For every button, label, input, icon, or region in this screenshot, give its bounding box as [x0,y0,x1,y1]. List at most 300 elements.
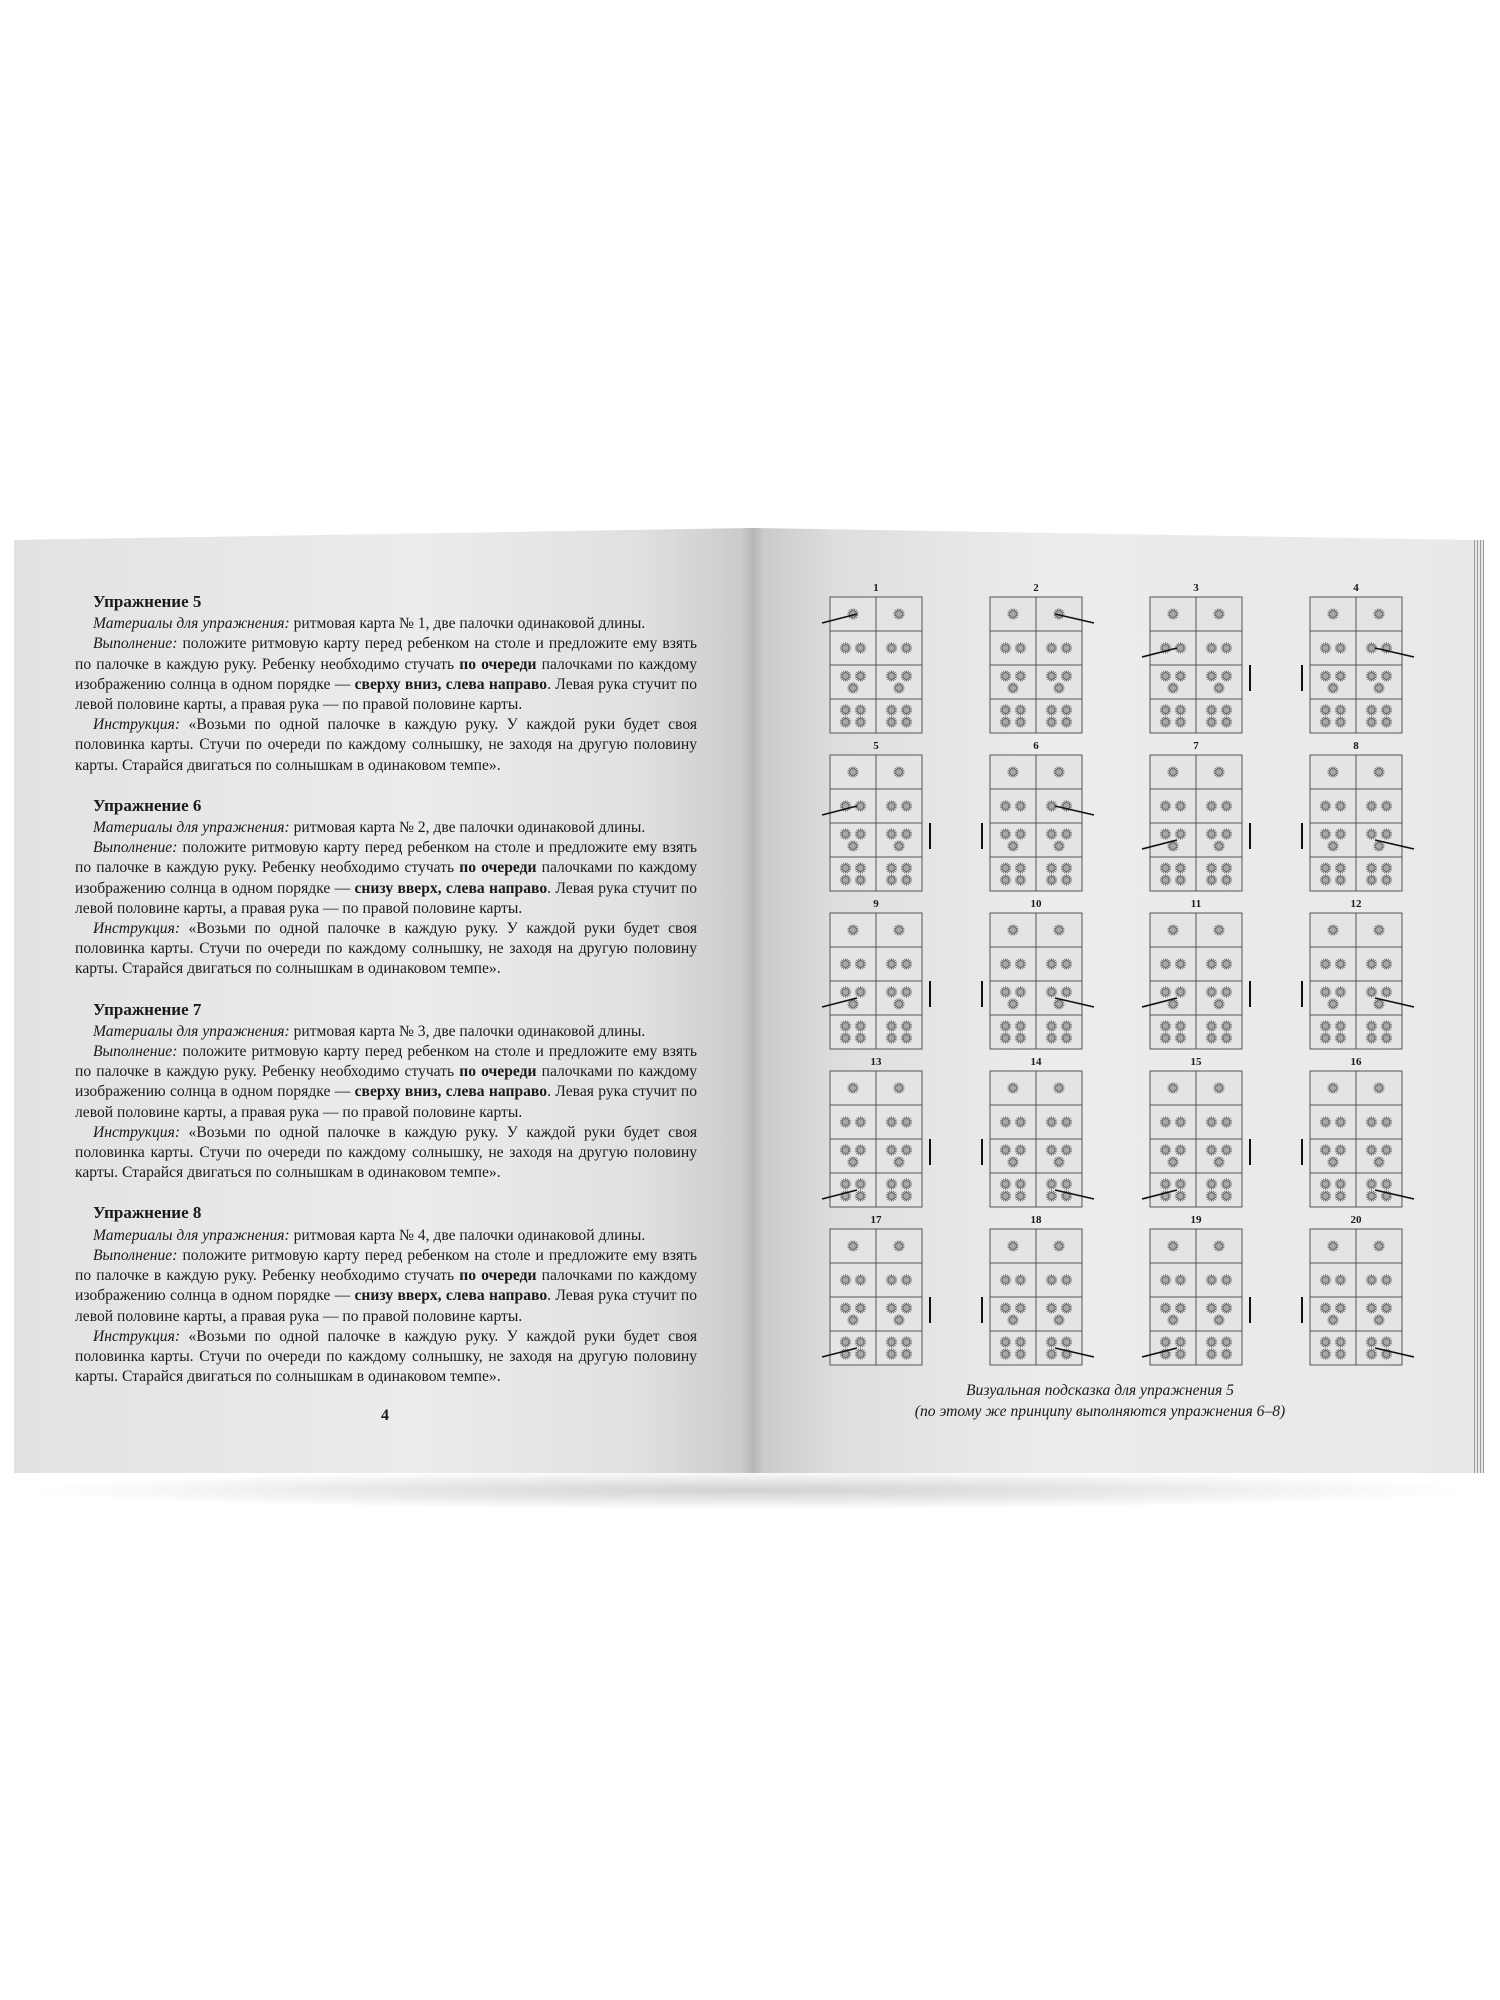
sun-icon [1335,1190,1346,1201]
sun-icon [1221,1178,1232,1189]
execution-label: Выполнение: [93,1043,178,1061]
sun-icon [1221,642,1232,653]
sun-icon [1381,958,1392,969]
rhythm-card [1302,1214,1414,1365]
sun-icon [901,1144,912,1155]
execution-bold: по очереди [459,655,537,673]
step-number: 2 [1033,582,1039,594]
materials-label: Материалы для упражнения: [93,615,290,633]
sun-icon [840,958,851,969]
sun-icon [1061,704,1072,715]
sun-icon [1160,828,1171,839]
sun-icon [1221,1302,1232,1313]
sun-icon [1000,1116,1011,1127]
sun-icon [1366,862,1377,873]
sun-icon [1000,986,1011,997]
execution-text: палочками по каждому изображению солнца в одном порядке — [75,859,697,897]
sun-icon [1061,1302,1072,1313]
exercise-title: Упражнение 7 [93,999,202,1019]
sun-icon [1206,1336,1217,1347]
step-number: 13 [870,1056,882,1068]
sun-icon [1015,958,1026,969]
sun-icon [886,1144,897,1155]
sun-icon [1366,1144,1377,1155]
sun-icon [1175,1116,1186,1127]
sun-icon [1206,1020,1217,1031]
sun-icon [855,716,866,727]
sun-icon [1061,642,1072,653]
execution-text: палочками по каждому изображению солнца в одном порядке — [75,1267,697,1305]
execution-bold: по очереди [459,859,537,877]
exercise-block [75,1000,697,1184]
sun-icon [1320,800,1331,811]
sun-icon [1015,874,1026,885]
rhythm-card [1142,898,1250,1049]
sun-icon [1175,1336,1186,1347]
sun-icon [1160,1336,1171,1347]
sun-icon [1167,682,1178,693]
sun-icon [1015,1144,1026,1155]
execution-text: . Левая рука стучит по левой половине карты, а правая рука — по правой половине карты. [75,1287,698,1325]
sun-icon [1175,1302,1186,1313]
sun-icon [1381,986,1392,997]
sun-icon [1366,1020,1377,1031]
sun-icon [1373,682,1384,693]
sun-icon [1320,1274,1331,1285]
sun-icon [1335,1032,1346,1043]
sun-icon [1320,828,1331,839]
sun-icon [1160,1032,1171,1043]
sun-icon [1327,1240,1338,1251]
sun-icon [1000,1032,1011,1043]
sun-icon [1175,958,1186,969]
sun-icon [1000,670,1011,681]
step-number: 4 [1353,582,1359,594]
execution-text: . Левая рука стучит по левой половине карты, а правая рука — по правой половине карты. [75,879,698,917]
exercise-title: Упражнение 8 [93,1203,202,1223]
sun-icon [1175,862,1186,873]
sun-icon [1015,1302,1026,1313]
sun-icon [840,1116,851,1127]
sun-icon [886,670,897,681]
sun-icon [1160,874,1171,885]
sun-icon [1061,716,1072,727]
sun-icon [1175,670,1186,681]
sun-icon [1061,874,1072,885]
rhythm-card [1142,740,1250,891]
sun-icon [1000,874,1011,885]
sun-icon [1046,704,1057,715]
step-number: 5 [873,740,879,752]
sun-icon [840,642,851,653]
sun-icon [1046,1190,1057,1201]
sun-icon [1175,800,1186,811]
execution-bold: снизу вверх, слева направо [354,879,548,897]
sun-icon [1175,1020,1186,1031]
rhythm-card [982,1214,1094,1365]
sun-icon [1221,1274,1232,1285]
sun-icon [1327,682,1338,693]
sun-icon [855,1116,866,1127]
sun-icon [840,1178,851,1189]
execution-paragraph [75,838,697,919]
sun-icon [1320,1020,1331,1031]
sun-icon [1221,986,1232,997]
execution-paragraph [75,634,697,715]
sun-icon [1366,1336,1377,1347]
sun-icon [1206,704,1217,715]
sun-icon [1320,958,1331,969]
sun-icon [1366,1190,1377,1201]
sun-icon [840,670,851,681]
sun-icon [1381,1336,1392,1347]
sun-icon [1366,1032,1377,1043]
step-number: 8 [1353,740,1359,752]
sun-icon [1053,924,1064,935]
materials-label: Материалы для упражнения: [93,1226,290,1244]
sun-icon [1046,1116,1057,1127]
sun-icon [1000,1178,1011,1189]
sun-icon [1015,1274,1026,1285]
caption-line: (по этому же принципу выполняются упражнения 6–8) [914,1403,1286,1420]
sun-icon [1335,862,1346,873]
sun-icon [1061,1144,1072,1155]
sun-icon [1335,874,1346,885]
sun-icon [855,1274,866,1285]
sun-icon [1381,704,1392,715]
sun-icon [1175,1348,1186,1359]
rhythm-card [1302,740,1414,891]
execution-text: положите ритмовую карту перед ребенком на столе и предложите ему взять по палочке в каждую руку. Ребенку необходимо стучать [75,839,697,877]
sun-icon [1221,1020,1232,1031]
sun-icon [1206,1274,1217,1285]
sun-icon [1046,1144,1057,1155]
sun-icon [1000,958,1011,969]
sun-icon [893,924,904,935]
sun-icon [1000,1190,1011,1201]
sun-icon [855,862,866,873]
sun-icon [1381,1032,1392,1043]
sun-icon [1007,840,1018,851]
sun-icon [1213,924,1224,935]
instruction-paragraph [75,715,697,776]
sun-icon [1046,1020,1057,1031]
sun-icon [1373,1240,1384,1251]
sun-icon [1335,986,1346,997]
sun-icon [1366,1274,1377,1285]
sun-icon [1007,1240,1018,1251]
sun-icon [1206,874,1217,885]
sun-icon [1221,1348,1232,1359]
materials-label: Материалы для упражнения: [93,819,290,837]
sun-icon [1206,1348,1217,1359]
sun-icon [1015,642,1026,653]
instruction-text: «Возьми по одной палочке в каждую руку. У каждой руки будет своя половинка карты. Стучи по очереди по каждому солнышку, не заходя на другую половину карты. Старайся двигаться по солнышкам в одинаковом темпе». [75,716,697,774]
sun-icon [893,766,904,777]
execution-bold: сверху вниз, слева направо [354,1083,548,1101]
sun-icon [893,1156,904,1167]
sun-icon [893,998,904,1009]
sun-icon [840,704,851,715]
sun-icon [1160,716,1171,727]
sun-icon [1175,1274,1186,1285]
sun-icon [1160,1020,1171,1031]
sun-icon [1320,1178,1331,1189]
sun-icon [1053,1240,1064,1251]
sun-icon [1000,1348,1011,1359]
sun-icon [1175,704,1186,715]
step-number: 11 [1190,898,1202,910]
sun-icon [1320,716,1331,727]
sun-icon [1366,828,1377,839]
sun-icon [1366,670,1377,681]
sun-icon [1335,1144,1346,1155]
sun-icon [1053,1314,1064,1325]
instruction-text: «Возьми по одной палочке в каждую руку. У каждой руки будет своя половинка карты. Стучи по очереди по каждому солнышку, не заходя на другую половину карты. Старайся двигаться по солнышкам в одинаковом темпе». [75,1327,697,1386]
sun-icon [1007,682,1018,693]
sun-icon [1206,862,1217,873]
sun-icon [1160,1144,1171,1155]
sun-icon [901,1274,912,1285]
sun-icon [1327,1314,1338,1325]
sun-icon [1366,704,1377,715]
sun-icon [886,704,897,715]
sun-icon [1320,986,1331,997]
sun-icon [1053,766,1064,777]
materials-text: ритмовая карта № 1, две палочки одинаковой длины. [289,615,646,633]
sun-icon [1381,1178,1392,1189]
sun-icon [855,704,866,715]
step-number: 12 [1350,898,1362,910]
sun-icon [1061,1032,1072,1043]
sun-icon [1160,1116,1171,1127]
sun-icon [1320,1144,1331,1155]
sun-icon [1167,1156,1178,1167]
sun-icon [847,840,858,851]
sun-icon [1167,1314,1178,1325]
sun-icon [1160,862,1171,873]
sun-icon [1046,1032,1057,1043]
book-shadow [20,1470,1480,1510]
sun-icon [1335,1020,1346,1031]
sun-icon [1221,874,1232,885]
sun-icon [855,1144,866,1155]
materials-paragraph [75,614,697,634]
sun-icon [1335,670,1346,681]
sun-icon [1046,1274,1057,1285]
sun-icon [840,986,851,997]
sun-icon [1221,862,1232,873]
sun-icon [1206,1116,1217,1127]
rhythm-card [990,582,1094,733]
sun-icon [1327,608,1338,619]
sun-icon [840,828,851,839]
sun-icon [1366,1116,1377,1127]
rhythm-card [822,898,930,1049]
execution-paragraph [75,1042,697,1123]
step-number: 6 [1033,740,1039,752]
sun-icon [1007,1156,1018,1167]
sun-icon [1327,766,1338,777]
sun-icon [1366,1178,1377,1189]
sun-icon [1046,670,1057,681]
sun-icon [1221,670,1232,681]
sun-icon [1381,862,1392,873]
sun-icon [886,1274,897,1285]
sun-icon [1221,1032,1232,1043]
sun-icon [1381,716,1392,727]
sun-icon [855,1348,866,1359]
book-gutter [742,528,764,1473]
sun-icon [1213,840,1224,851]
sun-icon [1015,670,1026,681]
sun-icon [901,1020,912,1031]
sun-icon [886,958,897,969]
sun-icon [840,1274,851,1285]
sun-icon [1213,1082,1224,1093]
sun-icon [1206,958,1217,969]
rhythm-card [1302,582,1414,733]
sun-icon [1015,1348,1026,1359]
sun-icon [1373,766,1384,777]
sun-icon [847,924,858,935]
instruction-label: Инструкция: [93,920,181,938]
sun-icon [1061,958,1072,969]
sun-icon [1015,1032,1026,1043]
sun-icon [840,862,851,873]
sun-icon [1320,1302,1331,1313]
exercise-block [75,592,697,776]
sun-icon [901,986,912,997]
step-number: 16 [1350,1056,1362,1068]
instruction-paragraph [75,1327,697,1388]
instruction-label: Инструкция: [93,716,181,734]
sun-icon [1046,1302,1057,1313]
sun-icon [1320,874,1331,885]
sun-icon [901,862,912,873]
exercise-title: Упражнение 6 [93,795,202,815]
sun-icon [893,840,904,851]
sun-icon [1327,840,1338,851]
sun-icon [1160,1178,1171,1189]
sun-icon [1053,682,1064,693]
sun-icon [1007,1082,1018,1093]
rhythm-card [1142,1214,1250,1365]
sun-icon [893,1240,904,1251]
sun-icon [855,1020,866,1031]
sun-icon [1381,1302,1392,1313]
rhythm-card [1142,1056,1250,1207]
sun-icon [1366,1348,1377,1359]
sun-icon [1053,1156,1064,1167]
sun-icon [886,1190,897,1201]
execution-text: положите ритмовую карту перед ребенком на столе и предложите ему взять по палочке в каждую руку. Ребенку необходимо стучать [75,1043,697,1081]
execution-bold: по очереди [459,1063,537,1081]
sun-icon [1046,1348,1057,1359]
sun-icon [1320,1116,1331,1127]
sun-icon [1320,1336,1331,1347]
sun-icon [1061,670,1072,681]
sun-icon [1206,1144,1217,1155]
sun-icon [1335,828,1346,839]
sun-icon [886,1020,897,1031]
step-number: 7 [1193,740,1199,752]
sun-icon [1213,766,1224,777]
sun-icon [901,800,912,811]
sun-icon [1327,1082,1338,1093]
materials-paragraph [75,1226,697,1246]
sun-icon [1335,1302,1346,1313]
sun-icon [1381,1020,1392,1031]
sun-icon [1046,986,1057,997]
sun-icon [1221,1336,1232,1347]
sun-icon [1053,1082,1064,1093]
sun-icon [847,1082,858,1093]
sun-icon [1175,1144,1186,1155]
sun-icon [1320,642,1331,653]
sun-icon [1175,1032,1186,1043]
sun-icon [901,1116,912,1127]
step-number: 15 [1190,1056,1202,1068]
sun-icon [840,1302,851,1313]
sun-icon [847,1240,858,1251]
materials-text: ритмовая карта № 3, две палочки одинаковой длины. [289,1022,646,1040]
rhythm-card [822,582,922,733]
sun-icon [1000,1336,1011,1347]
sun-icon [1160,704,1171,715]
sun-icon [1206,800,1217,811]
rhythm-card [822,1214,930,1365]
sun-icon [1206,1032,1217,1043]
caption-line: Визуальная подсказка для упражнения 5 [966,1382,1234,1399]
sun-icon [1320,1348,1331,1359]
instruction-label: Инструкция: [93,1327,181,1345]
sun-icon [1000,862,1011,873]
sun-icon [847,766,858,777]
sun-icon [855,642,866,653]
step-number: 9 [873,898,879,910]
step-number: 1 [873,582,879,594]
exercise-text-column [75,592,697,1407]
rhythm-card [822,1056,930,1207]
step-number: 20 [1350,1214,1362,1226]
sun-icon [1167,1240,1178,1251]
sun-icon [1015,1190,1026,1201]
sun-icon [1160,958,1171,969]
sun-icon [1381,828,1392,839]
sun-icon [847,1156,858,1167]
step-number: 18 [1030,1214,1042,1226]
sun-icon [1381,1116,1392,1127]
sun-icon [1327,924,1338,935]
sun-icon [1167,608,1178,619]
page-edges [1474,540,1484,1473]
sun-icon [855,874,866,885]
sun-icon [1046,862,1057,873]
sun-icon [901,1032,912,1043]
exercise-block [75,1203,697,1387]
sun-icon [1015,828,1026,839]
sun-icon [1007,608,1018,619]
sun-icon [1000,704,1011,715]
sun-icon [1213,608,1224,619]
sun-icon [1175,1190,1186,1201]
sun-icon [1320,704,1331,715]
sun-icon [1046,1178,1057,1189]
materials-paragraph [75,1022,697,1042]
sun-icon [1335,716,1346,727]
sun-icon [855,670,866,681]
